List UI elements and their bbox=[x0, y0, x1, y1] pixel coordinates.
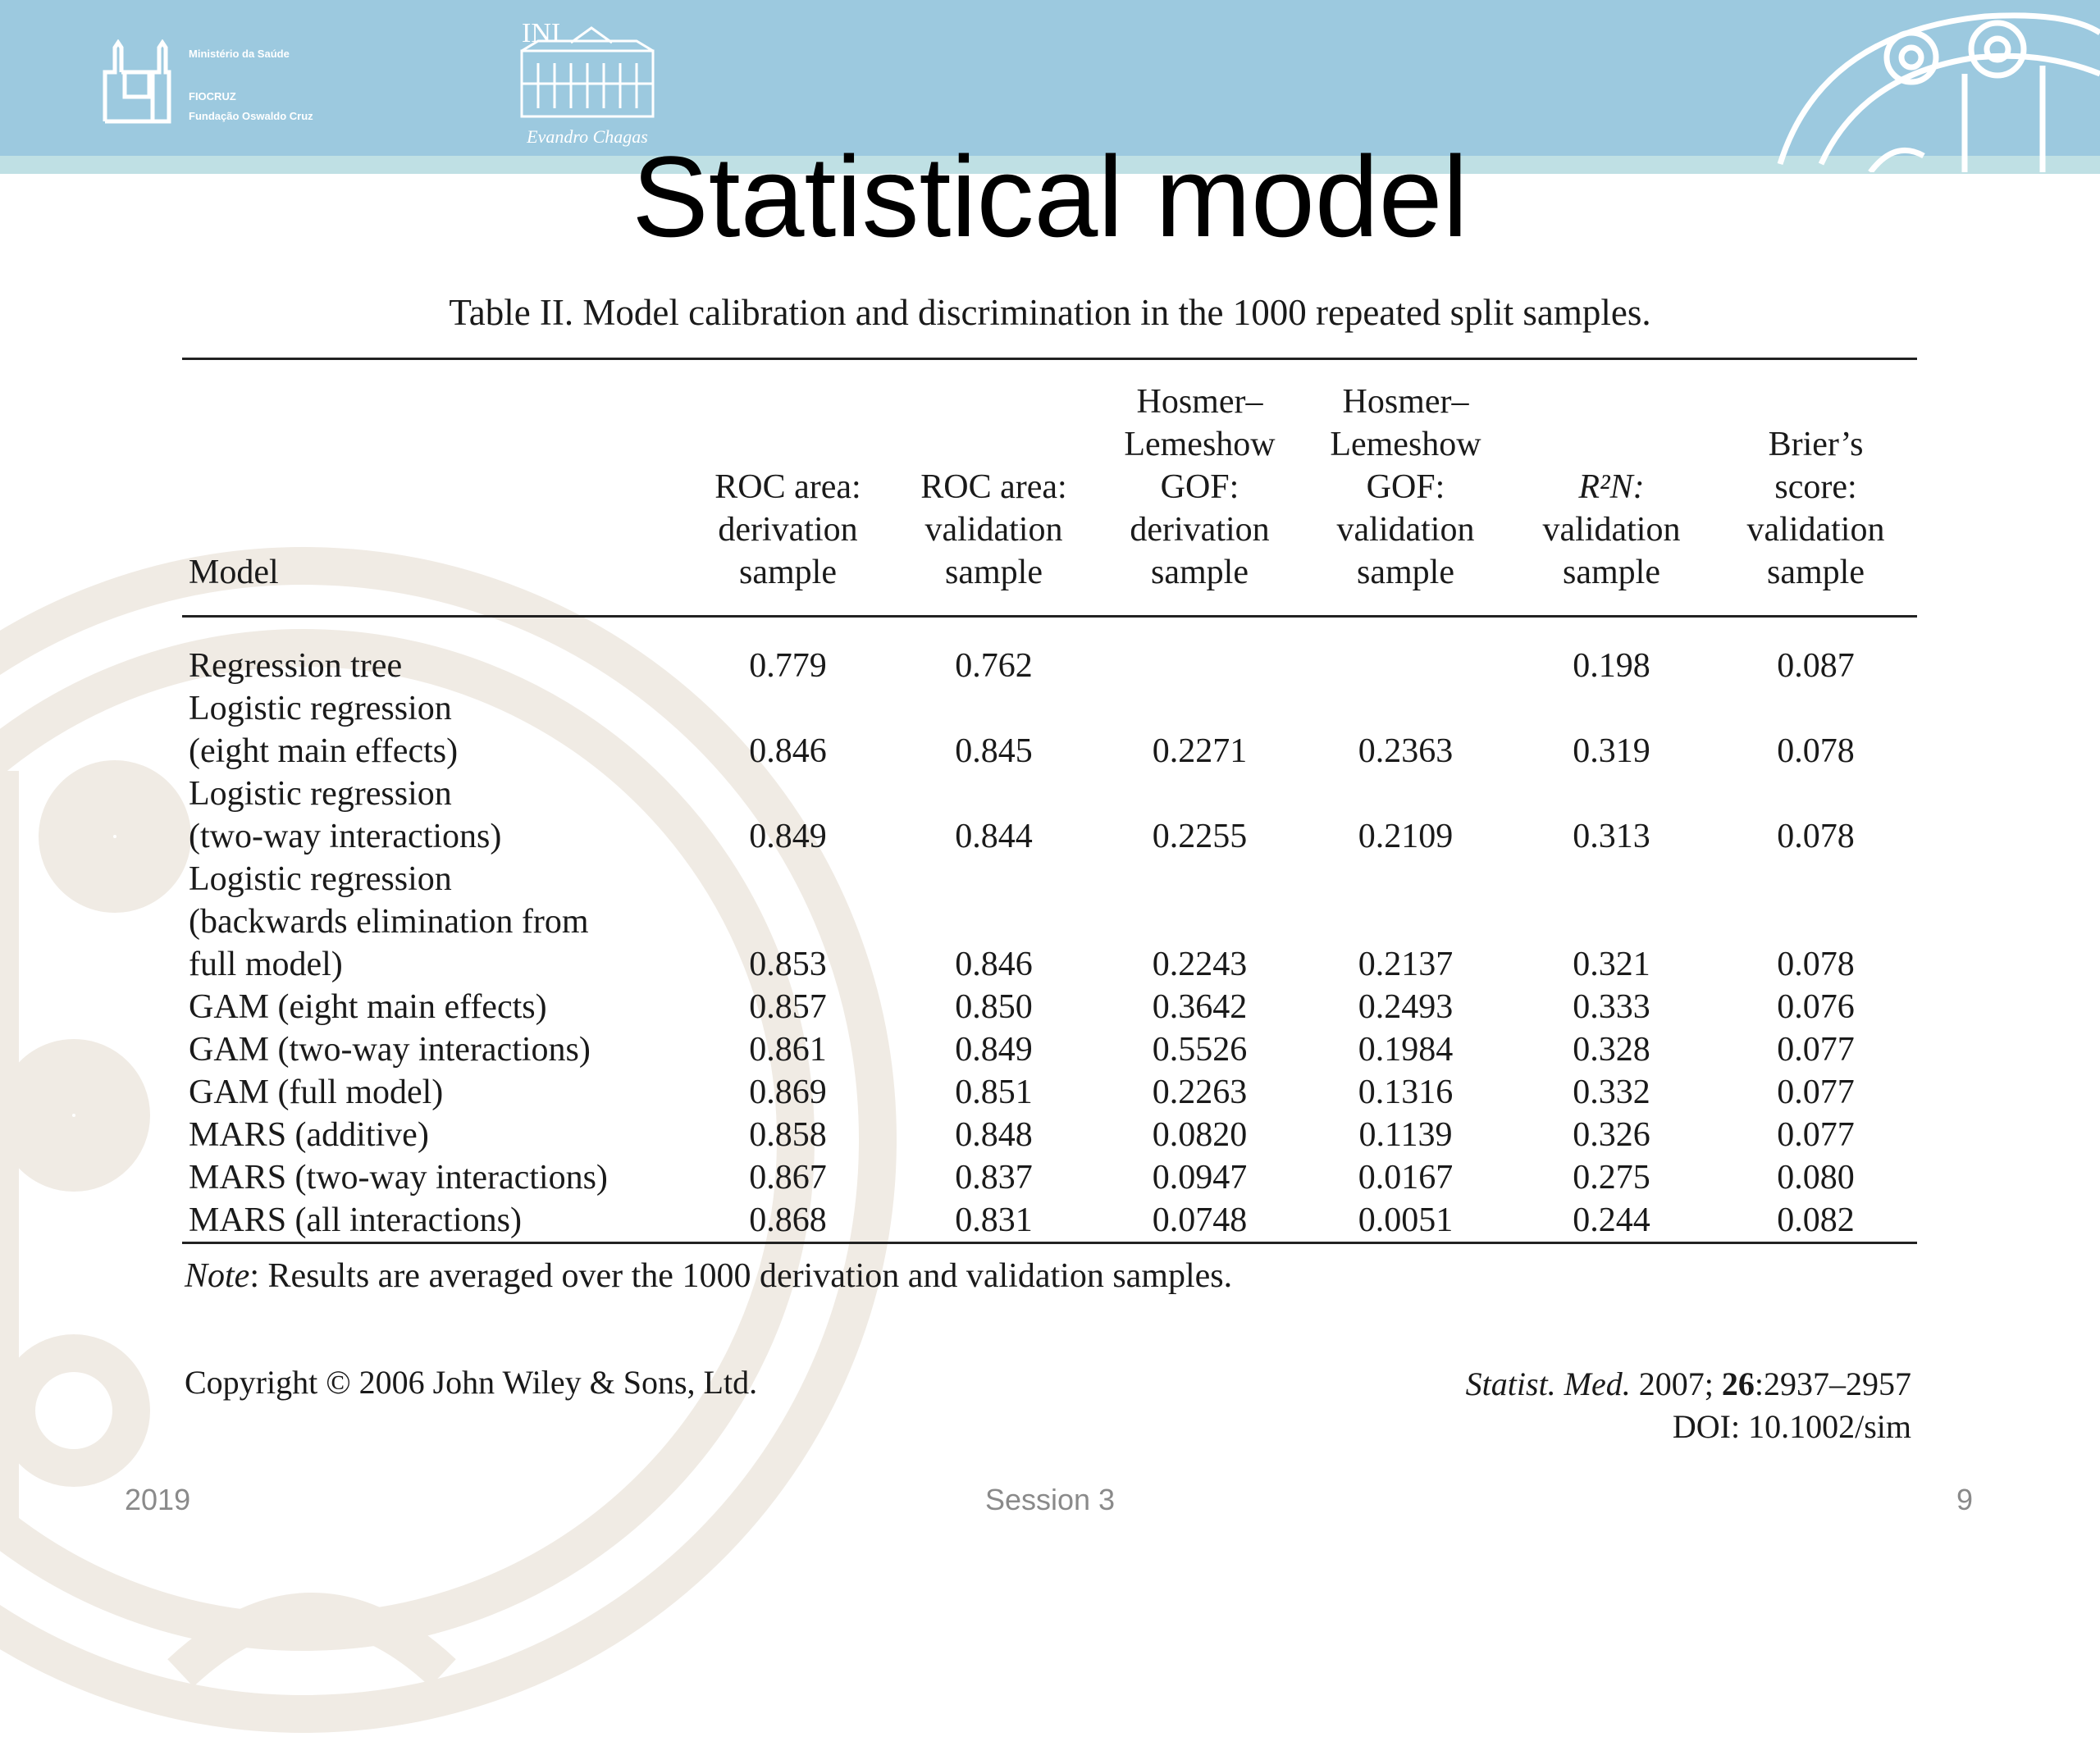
column-header-hl-validation: Hosmer– Lemeshow GOF: validation sample bbox=[1330, 383, 1481, 591]
journal-name: Statist. Med. bbox=[1465, 1365, 1631, 1402]
footer-year: 2019 bbox=[125, 1483, 191, 1516]
value-cell: 0.869 bbox=[749, 1074, 827, 1111]
value-cell: 0.861 bbox=[749, 1031, 827, 1069]
footer-page-number: 9 bbox=[1956, 1483, 1973, 1516]
value-cell: 0.1316 bbox=[1358, 1074, 1454, 1111]
model-cell: Logistic regression (two-way interactions) bbox=[189, 775, 502, 855]
model-cell: GAM (full model) bbox=[189, 1074, 444, 1111]
value-cell: 0.087 bbox=[1777, 647, 1855, 685]
value-cell: 0.867 bbox=[749, 1159, 827, 1197]
value-cell: 0.0167 bbox=[1358, 1159, 1454, 1197]
journal-citation bbox=[1466, 1363, 1911, 1448]
value-cell: 0.321 bbox=[1573, 946, 1650, 983]
model-cell: Logistic regression (backwards elimination from full model) bbox=[189, 860, 589, 983]
ini-logo-caption: Evandro Chagas bbox=[527, 126, 648, 147]
model-cell: MARS (all interactions) bbox=[189, 1201, 522, 1239]
value-cell: 0.848 bbox=[955, 1116, 1033, 1154]
ini-logo-text: INI bbox=[522, 18, 561, 48]
value-cell: 0.3642 bbox=[1152, 988, 1248, 1026]
value-cell: 0.080 bbox=[1777, 1159, 1855, 1197]
value-cell: 0.0820 bbox=[1152, 1116, 1248, 1154]
value-cell: 0.846 bbox=[749, 732, 827, 770]
value-cell: 0.858 bbox=[749, 1116, 827, 1154]
model-cell: GAM (eight main effects) bbox=[189, 988, 547, 1026]
value-cell: 0.313 bbox=[1573, 818, 1650, 855]
note-text: : Results are averaged over the 1000 derivation and validation samples. bbox=[249, 1257, 1233, 1295]
value-cell: 0.850 bbox=[955, 988, 1033, 1026]
value-cell: 0.837 bbox=[955, 1159, 1033, 1197]
value-cell: 0.853 bbox=[749, 946, 827, 983]
value-cell: 0.2363 bbox=[1358, 732, 1454, 770]
table-row bbox=[182, 687, 1917, 773]
table-row bbox=[182, 1071, 1917, 1114]
value-cell bbox=[1097, 612, 1303, 687]
table-row bbox=[182, 1028, 1917, 1071]
value-cell: 0.332 bbox=[1573, 1074, 1650, 1111]
value-cell: 0.868 bbox=[749, 1201, 827, 1239]
value-cell: 0.0748 bbox=[1152, 1201, 1248, 1239]
value-cell: 0.078 bbox=[1777, 732, 1855, 770]
table-row bbox=[182, 1114, 1917, 1156]
citation-volume: 26 bbox=[1721, 1365, 1755, 1402]
value-cell: 0.857 bbox=[749, 988, 827, 1026]
column-header-hl-derivation: Hosmer– Lemeshow GOF: derivation sample bbox=[1124, 383, 1276, 591]
value-cell: 0.198 bbox=[1573, 647, 1650, 685]
value-cell: 0.849 bbox=[749, 818, 827, 855]
model-cell: Regression tree bbox=[189, 647, 403, 685]
column-header-brier-validation: Brier’s score: validation sample bbox=[1746, 426, 1885, 591]
value-cell: 0.5526 bbox=[1152, 1031, 1248, 1069]
column-header-r2n-validation: R²N: validation sample bbox=[1542, 468, 1681, 591]
value-cell: 0.082 bbox=[1777, 1201, 1855, 1239]
table-row bbox=[182, 986, 1917, 1028]
table-caption: Table II. Model calibration and discrimination in the 1000 repeated split samples. bbox=[449, 292, 1651, 333]
column-header-model: Model bbox=[189, 554, 279, 591]
castle-icon bbox=[100, 39, 174, 130]
value-cell: 0.076 bbox=[1777, 988, 1855, 1026]
table-top-rule bbox=[182, 358, 1917, 360]
value-cell: 0.845 bbox=[955, 732, 1033, 770]
table-row bbox=[182, 858, 1917, 986]
value-cell: 0.851 bbox=[955, 1074, 1033, 1111]
org-line-1: Ministério da Saúde bbox=[189, 48, 290, 60]
building-icon bbox=[514, 18, 661, 125]
table-row bbox=[182, 1199, 1917, 1242]
note-label: Note bbox=[185, 1257, 250, 1295]
value-cell bbox=[1303, 612, 1509, 687]
value-cell: 0.333 bbox=[1573, 988, 1650, 1026]
org-line-2: FIOCRUZ bbox=[189, 90, 236, 103]
value-cell: 0.0051 bbox=[1358, 1201, 1454, 1239]
model-cell: MARS (additive) bbox=[189, 1116, 429, 1154]
table-bottom-rule bbox=[182, 1242, 1917, 1244]
ini-logo bbox=[514, 18, 661, 147]
value-cell: 0.846 bbox=[955, 946, 1033, 983]
value-cell: 0.831 bbox=[955, 1201, 1033, 1239]
model-cell: MARS (two-way interactions) bbox=[189, 1159, 608, 1197]
copyright-notice: Copyright © 2006 John Wiley & Sons, Ltd. bbox=[185, 1364, 758, 1401]
value-cell: 0.078 bbox=[1777, 818, 1855, 855]
value-cell: 0.1984 bbox=[1358, 1031, 1454, 1069]
value-cell: 0.844 bbox=[955, 818, 1033, 855]
citation-doi: DOI: 10.1002/sim bbox=[1672, 1408, 1911, 1445]
table-row bbox=[182, 1156, 1917, 1199]
value-cell: 0.1139 bbox=[1358, 1116, 1453, 1154]
value-cell: 0.762 bbox=[955, 647, 1033, 685]
value-cell: 0.275 bbox=[1573, 1159, 1650, 1197]
citation-pages: :2937–2957 bbox=[1754, 1365, 1911, 1402]
value-cell: 0.328 bbox=[1573, 1031, 1650, 1069]
value-cell: 0.078 bbox=[1777, 946, 1855, 983]
ministry-logo bbox=[100, 39, 379, 130]
citation-year: 2007; bbox=[1630, 1365, 1722, 1402]
results-table bbox=[182, 364, 1917, 1242]
value-cell: 0.2255 bbox=[1152, 818, 1248, 855]
org-line-3: Fundação Oswaldo Cruz bbox=[189, 110, 313, 122]
value-cell: 0.319 bbox=[1573, 732, 1650, 770]
footer-session: Session 3 bbox=[984, 1483, 1116, 1516]
value-cell: 0.2493 bbox=[1358, 988, 1454, 1026]
page-title: Statistical model bbox=[632, 132, 1468, 261]
value-cell: 0.849 bbox=[955, 1031, 1033, 1069]
value-cell: 0.2243 bbox=[1152, 946, 1248, 983]
table-note bbox=[185, 1256, 1232, 1296]
column-header-roc-derivation: ROC area: derivation sample bbox=[714, 468, 861, 591]
value-cell: 0.077 bbox=[1777, 1031, 1855, 1069]
value-cell: 0.2263 bbox=[1152, 1074, 1248, 1111]
table-header-row bbox=[182, 364, 1917, 612]
table-row bbox=[182, 773, 1917, 858]
value-cell: 0.779 bbox=[749, 647, 827, 685]
model-cell: GAM (two-way interactions) bbox=[189, 1031, 591, 1069]
value-cell: 0.2137 bbox=[1358, 946, 1454, 983]
value-cell: 0.0947 bbox=[1152, 1159, 1248, 1197]
value-cell: 0.2109 bbox=[1358, 818, 1454, 855]
column-header-roc-validation: ROC area: validation sample bbox=[920, 468, 1067, 591]
value-cell: 0.326 bbox=[1573, 1116, 1650, 1154]
value-cell: 0.244 bbox=[1573, 1201, 1650, 1239]
value-cell: 0.2271 bbox=[1152, 732, 1248, 770]
citation-line bbox=[1466, 1363, 1911, 1406]
value-cell: 0.077 bbox=[1777, 1116, 1855, 1154]
model-cell: Logistic regression (eight main effects) bbox=[189, 690, 459, 770]
value-cell: 0.077 bbox=[1777, 1074, 1855, 1111]
table-row bbox=[182, 612, 1917, 687]
